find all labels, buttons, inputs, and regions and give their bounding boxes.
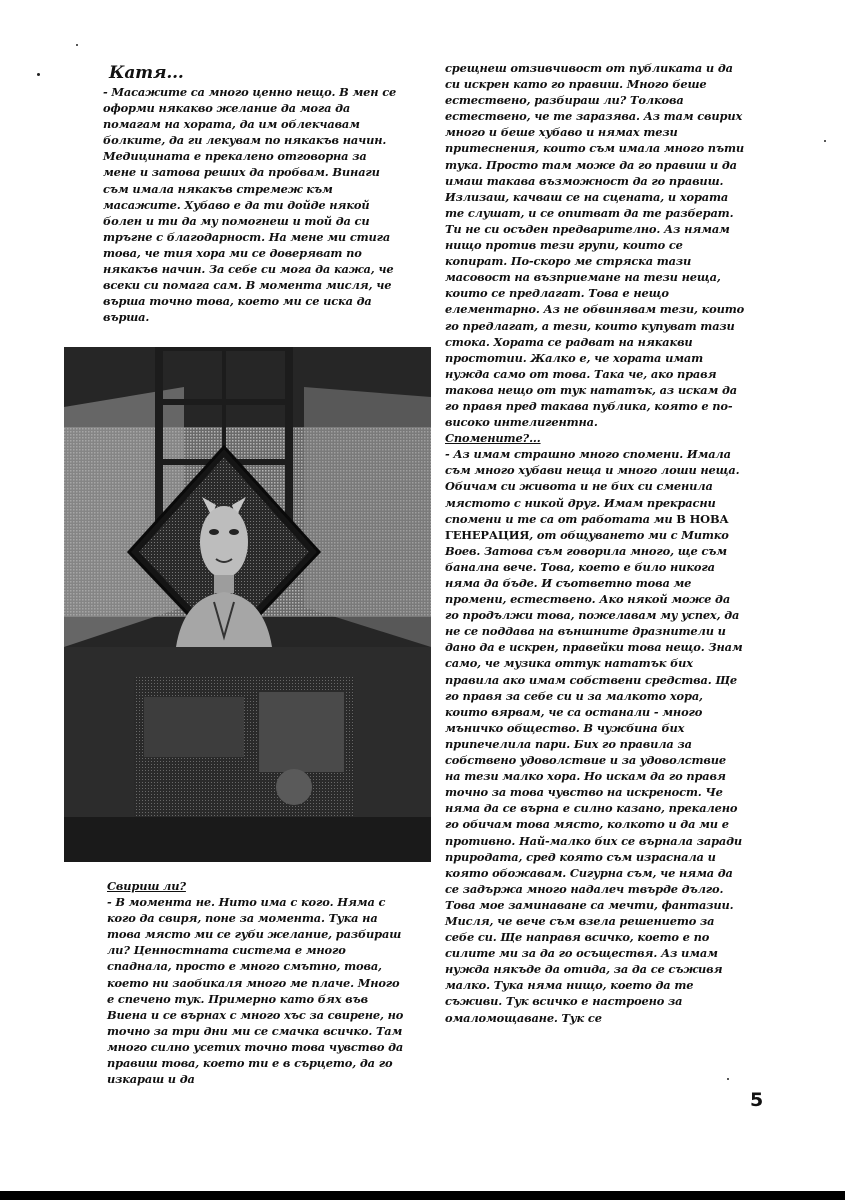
print-speck — [37, 73, 40, 76]
article-column-left-bottom — [107, 878, 407, 1087]
question-playing: Свириш ли? — [107, 879, 186, 893]
intro-paragraph: - Масажите са много ценно нещо. В мен се оформи някакво желание да мога да помагам на хората, да им облекчавам болките, да ги лекувам по някакъв начин. Медицината е прекалено отговорна за мене и затова реших да пробвам. Винаги съм имала някакъв стремеж към масажите. Хубаво е да ти дойде някой болен и ти да му помогнеш и той да си тръгне с благодарност. На мене ми стига това, че тия хора ми се доверяват по някакъв начин. За себе си мога да кажа, че всеки си помага сам. В момента мисля, че върша точно това, което ми се иска да върша. — [103, 85, 397, 325]
article-column-right — [445, 60, 745, 1026]
article-photo — [64, 347, 431, 862]
print-speck — [727, 1078, 729, 1080]
print-speck — [76, 44, 78, 46]
answer-memories — [445, 446, 745, 1025]
band-name: В НОВА ГЕНЕРАЦИЯ — [445, 511, 729, 542]
scan-edge-bar — [0, 1191, 845, 1200]
answer-memories-rest: , от общуването ми с Митко Воев. Затова съм говорила много, ще съм банална вече. Това, което е било никога няма да бъде. И съответно това ме промени, естествено. Ако някой може да го продължи това, пожелавам му успех, да не се поддава на външните дразнители и дано да е искрен, правейки това нещо. Знам само, че музика оттук нататък бих правила ако имам собствени средства. Ще го правя за себе си и за малкото хора, които вярвам, че са останали - много мъничко общество. В чужбина бих припечелила пари. Бих го правила за собствено удоволствие и за удоволствие на тези малко хора. Но искам да го правя точно за това чувство на искреност. Че няма да се върна е силно казано, прекалено го обичам това място, колкото и да ми е противно. Най-малко бих се върнала заради природата, сред която съм израснала и която обожавам. Сигурна съм, че няма да се задържа много надалеч твърде дълго. Това мое заминаване са мечти, фантазии. Мисля, че вече съм взела решението за себе си. Ще направя всичко, което е по силите ми за да го осъществя. Аз имам нужда някъде да отида, за да се съживя малко. Тука няма нищо, което да те съживи. Тук всичко е настроено за омаломощаване. Тук се — [445, 527, 743, 1025]
article-column-left-top — [103, 62, 403, 325]
page-number: 5 — [750, 1089, 764, 1111]
print-speck — [824, 140, 826, 142]
article-title: Катя... — [109, 63, 184, 83]
answer-playing-part2: срещнеш отзивчивост от публиката и да си искрен като го правиш. Много беше естествено, разбираш ли? Толкова естествено, че те заразява. Аз там свирих много и беше хубаво и нямах тези притеснения, които съм имала много пъти тука. Просто там може да го правиш и да имаш такава възможност да го правиш. Излизаш, качваш се на сцената, и хората те слушат, и се опитват да те разберат. Ти не си осъден предварително. Аз нямам нищо против тези групи, които се копират. По-скоро ме стряска тази масовост на възприемане на тези неща, които се предлагат. Това е нещо елементарно. Аз не обвинявам тези, които го предлагат, а тези, които купуват тази стока. Хората се радват на някакви простотии. Жалко е, че хората имат нужда само от това. Така че, ако правя такова нещо от тук нататък, аз искам да го правя пред такава публика, която е по-високо интелигентна. — [445, 61, 745, 430]
answer-playing-part1: - В момента не. Нито има с кого. Няма с кого да свиря, поне за момента. Тука на това място ми се губи желание, разбираш ли? Ценностната система е много спаднала, просто е много смътно, това, което ни заобикаля много ме плаче. Много е спечено тук. Примерно като бях във Виена и се върнах с много хъс за свирене, но точно за три дни ми се смачка всичко. Там много силно усетих точно това чувство да правиш това, което ти е в сърцето, да го изкараш и да — [107, 895, 404, 1087]
question-memories: Спомените?... — [445, 431, 541, 446]
answer-memories-start: - Аз имам страшно много спомени. Имала съм много хубави неща и много лоши неща. Обичам си живота и не бих си сменила мястото с никой друг. Имам прекрасни спомени и те са от работата ми — [445, 447, 740, 526]
